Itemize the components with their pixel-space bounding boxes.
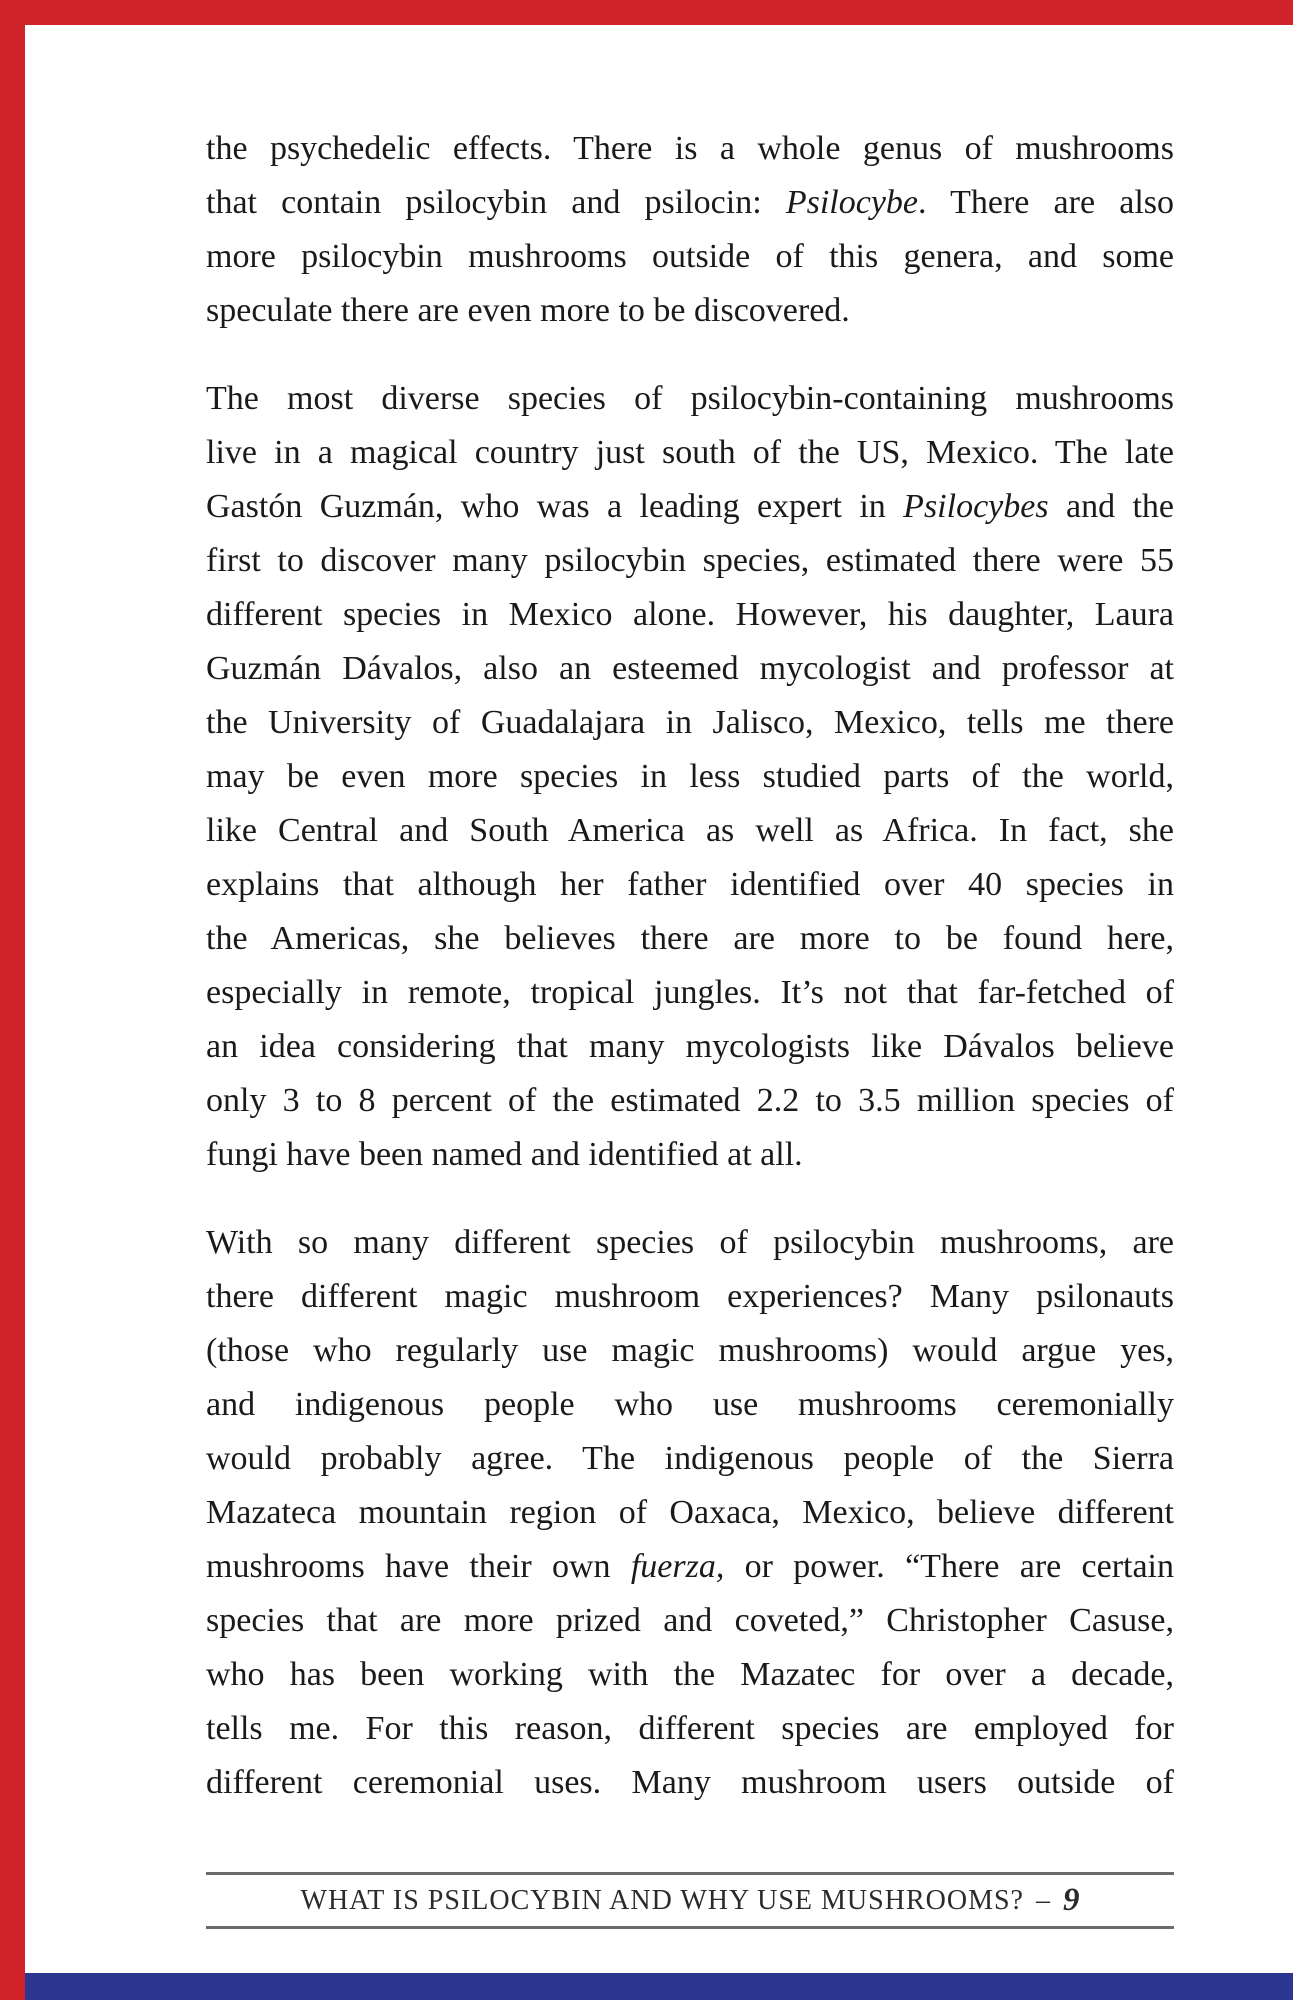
text-line: only 3 to 8 percent of the estimated 2.2 to 3.5 million species of xyxy=(206,1082,1174,1119)
left-scan-edge-bar xyxy=(0,0,25,2000)
text-line: fungi have been named and identified at all. xyxy=(206,1136,803,1173)
text-line: With so many different species of psilocybin mushrooms, are xyxy=(206,1224,1174,1261)
text-line: especially in remote, tropical jungles. It’s not that far-fetched of xyxy=(206,974,1174,1011)
text-line: the Americas, she believes there are more to be found here, xyxy=(206,920,1174,957)
text-line: and indigenous people who use mushrooms ceremonially xyxy=(206,1386,1174,1423)
page-body-text xyxy=(206,122,1174,1810)
page-number: 9 xyxy=(1062,1882,1080,1918)
footer-separator: – xyxy=(1035,1884,1051,1916)
text-line: tells me. For this reason, different species are employed for xyxy=(206,1710,1174,1747)
text-line: more psilocybin mushrooms outside of this genera, and some xyxy=(206,238,1174,275)
text-line: (those who regularly use magic mushrooms) would argue yes, xyxy=(206,1332,1174,1369)
text-line: that contain psilocybin and psilocin: Psilocybe. There are also xyxy=(206,184,1174,221)
text-line: Guzmán Dávalos, also an esteemed mycologist and professor at xyxy=(206,650,1174,687)
paragraph xyxy=(206,1216,1174,1810)
text-line: different species in Mexico alone. However, his daughter, Laura xyxy=(206,596,1174,633)
text-line: The most diverse species of psilocybin-containing mushrooms xyxy=(206,380,1174,417)
text-line: like Central and South America as well as Africa. In fact, she xyxy=(206,812,1174,849)
text-line: an idea considering that many mycologists like Dávalos believe xyxy=(206,1028,1174,1065)
text-line: Mazateca mountain region of Oaxaca, Mexico, believe different xyxy=(206,1494,1174,1531)
footer-chapter-title: WHAT IS PSILOCYBIN AND WHY USE MUSHROOMS? xyxy=(300,1884,1024,1916)
text-line: explains that although her father identified over 40 species in xyxy=(206,866,1174,903)
text-line: would probably agree. The indigenous people of the Sierra xyxy=(206,1440,1174,1477)
text-line: there different magic mushroom experiences? Many psilonauts xyxy=(206,1278,1174,1315)
text-line: speculate there are even more to be discovered. xyxy=(206,292,850,329)
text-line: the University of Guadalajara in Jalisco, Mexico, tells me there xyxy=(206,704,1174,741)
running-footer xyxy=(206,1872,1174,1929)
text-line: different ceremonial uses. Many mushroom users outside of xyxy=(206,1764,1174,1801)
text-line: who has been working with the Mazatec for over a decade, xyxy=(206,1656,1174,1693)
text-line: Gastón Guzmán, who was a leading expert in Psilocybes and the xyxy=(206,488,1174,525)
text-line: the psychedelic effects. There is a whole genus of mushrooms xyxy=(206,130,1174,167)
bottom-scan-edge-bar xyxy=(25,1973,1293,2000)
text-line: species that are more prized and coveted,” Christopher Casuse, xyxy=(206,1602,1174,1639)
top-scan-edge-bar xyxy=(0,0,1293,25)
text-line: may be even more species in less studied parts of the world, xyxy=(206,758,1174,795)
text-line: live in a magical country just south of the US, Mexico. The late xyxy=(206,434,1174,471)
paragraph xyxy=(206,122,1174,338)
paragraph xyxy=(206,372,1174,1182)
text-line: first to discover many psilocybin species, estimated there were 55 xyxy=(206,542,1174,579)
text-line: mushrooms have their own fuerza, or power. “There are certain xyxy=(206,1548,1174,1585)
